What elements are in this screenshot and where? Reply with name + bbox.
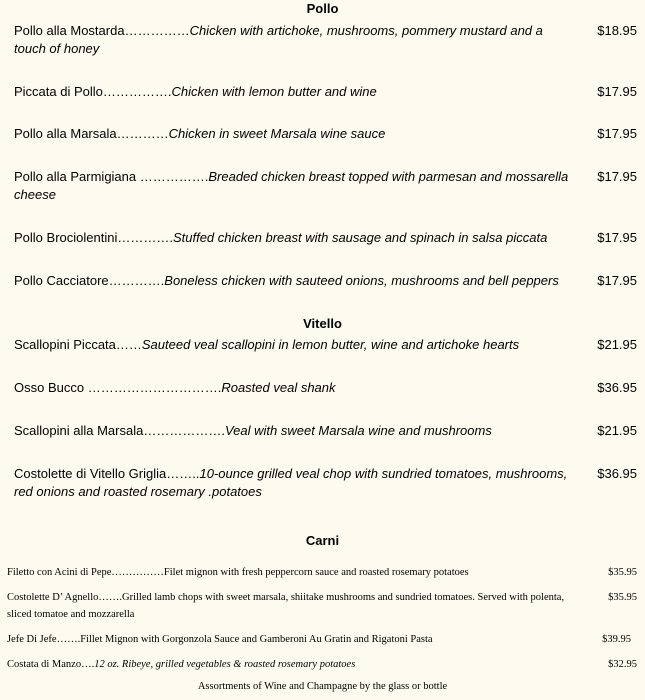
item-description: Breaded chicken breast topped with parmesan and mossarella cheese [14,169,569,202]
item-price: $35.95 [608,592,637,603]
item-price: $39.95 [602,634,631,645]
item-price: $36.95 [597,466,637,481]
item-dots: ………… [116,126,169,141]
item-description: 10-ounce grilled veal chop with sundried tomatoes, mushrooms, red onions and roasted rosemary .potatoes [14,466,568,499]
item-name: Pollo Brociolentini [14,230,118,245]
menu-item-filetto-pepe [7,564,637,581]
menu-item-costata-manzo [7,656,637,673]
item-description: 12 oz. Ribeye, grilled vegetables & roasted rosemary potatoes [94,659,356,670]
item-description: Roasted veal shank [221,380,336,395]
item-description: Grilled lamb chops with sweet marsala, shiitake mushrooms and sundried tomatoes. Served with polenta, sliced tomatoe and mozzarella [7,592,565,620]
section-title-pollo: Pollo [306,1,339,16]
menu-item-pollo-parmigiana [14,168,645,204]
item-name: Piccata di Pollo [14,84,103,99]
item-name: Jefe Di Jefe [7,634,57,645]
item-name: Pollo alla Mostarda [14,23,125,38]
item-price: $17.95 [597,169,637,184]
menu-item-scallopini-marsala [14,422,645,440]
item-dots: …………. [108,273,165,288]
menu-item-pollo-cacciatore [14,272,645,290]
menu-item-jefe-di-jefe [7,631,637,648]
item-dots: ……………. [139,169,209,184]
item-price: $36.95 [597,380,637,395]
section-title-carni: Carni [305,533,340,548]
menu-item-pollo-marsala [14,125,645,143]
item-dots: …. [81,659,95,670]
item-dots: …… [115,337,142,352]
item-description: Stuffed chicken breast with sausage and spinach in salsa piccata [172,230,548,245]
item-price: $35.95 [608,567,637,578]
item-price: $17.95 [597,126,637,141]
item-price: $18.95 [597,23,637,38]
item-name: Costolette D’ Agnello [7,592,99,603]
item-description: Chicken with lemon butter and wine [171,84,377,99]
item-dots: ………………. [143,423,225,438]
wine-champagne-note: Assortments of Wine and Champagne by the glass or bottle [197,681,448,692]
item-description: Boneless chicken with sauteed onions, mushrooms and bell peppers [164,273,559,288]
item-dots: …………. [117,230,173,245]
item-name: Scallopini Piccata [14,337,116,352]
item-description: Veal with sweet Marsala wine and mushrooms [224,423,492,438]
item-description: Fillet Mignon with Gorgonzola Sauce and Gamberoni Au Gratin and Rigatoni Pasta [80,634,433,645]
menu-item-piccata-di-pollo [14,83,645,101]
item-dots: ……. [98,592,123,603]
item-name: Pollo alla Parmigiana [14,169,140,184]
item-price: $32.95 [608,659,637,670]
item-dots: ……. [56,634,81,645]
menu-item-costolette-agnello [7,589,637,623]
item-price: $17.95 [597,84,637,99]
item-description: Chicken in sweet Marsala wine sauce [168,126,386,141]
menu-item-osso-bucco [14,379,645,397]
item-dots: …………… [124,23,190,38]
item-price: $21.95 [597,337,637,352]
item-dots: …………… [111,567,164,578]
item-dots: …….. [166,466,200,481]
item-name: Filetto con Acini di Pepe [7,567,112,578]
menu-item-pollo-mostarda [14,22,645,58]
section-title-vitello: Vitello [303,316,342,331]
item-name: Pollo alla Marsala [14,126,117,141]
item-dots: …………………………. [87,380,222,395]
item-description: Filet mignon with fresh peppercorn sauce and roasted rosemary potatoes [163,567,469,578]
item-name: Costolette di Vitello Griglia [14,466,167,481]
item-name: Scallopini alla Marsala [14,423,144,438]
menu-item-costolette-vitello [14,465,645,501]
menu-item-scallopini-piccata [14,336,645,354]
item-name: Pollo Cacciatore [14,273,109,288]
menu-item-pollo-brociolentini [14,229,645,247]
item-name: Osso Bucco [14,380,88,395]
item-description: Chicken with artichoke, mushrooms, pommery mustard and a touch of honey [14,23,543,56]
item-price: $17.95 [597,273,637,288]
item-price: $21.95 [597,423,637,438]
item-price: $17.95 [597,230,637,245]
item-name: Costata di Manzo [7,659,82,670]
item-dots: ……………. [102,84,172,99]
item-description: Sauteed veal scallopini in lemon butter, wine and artichoke hearts [141,337,520,352]
